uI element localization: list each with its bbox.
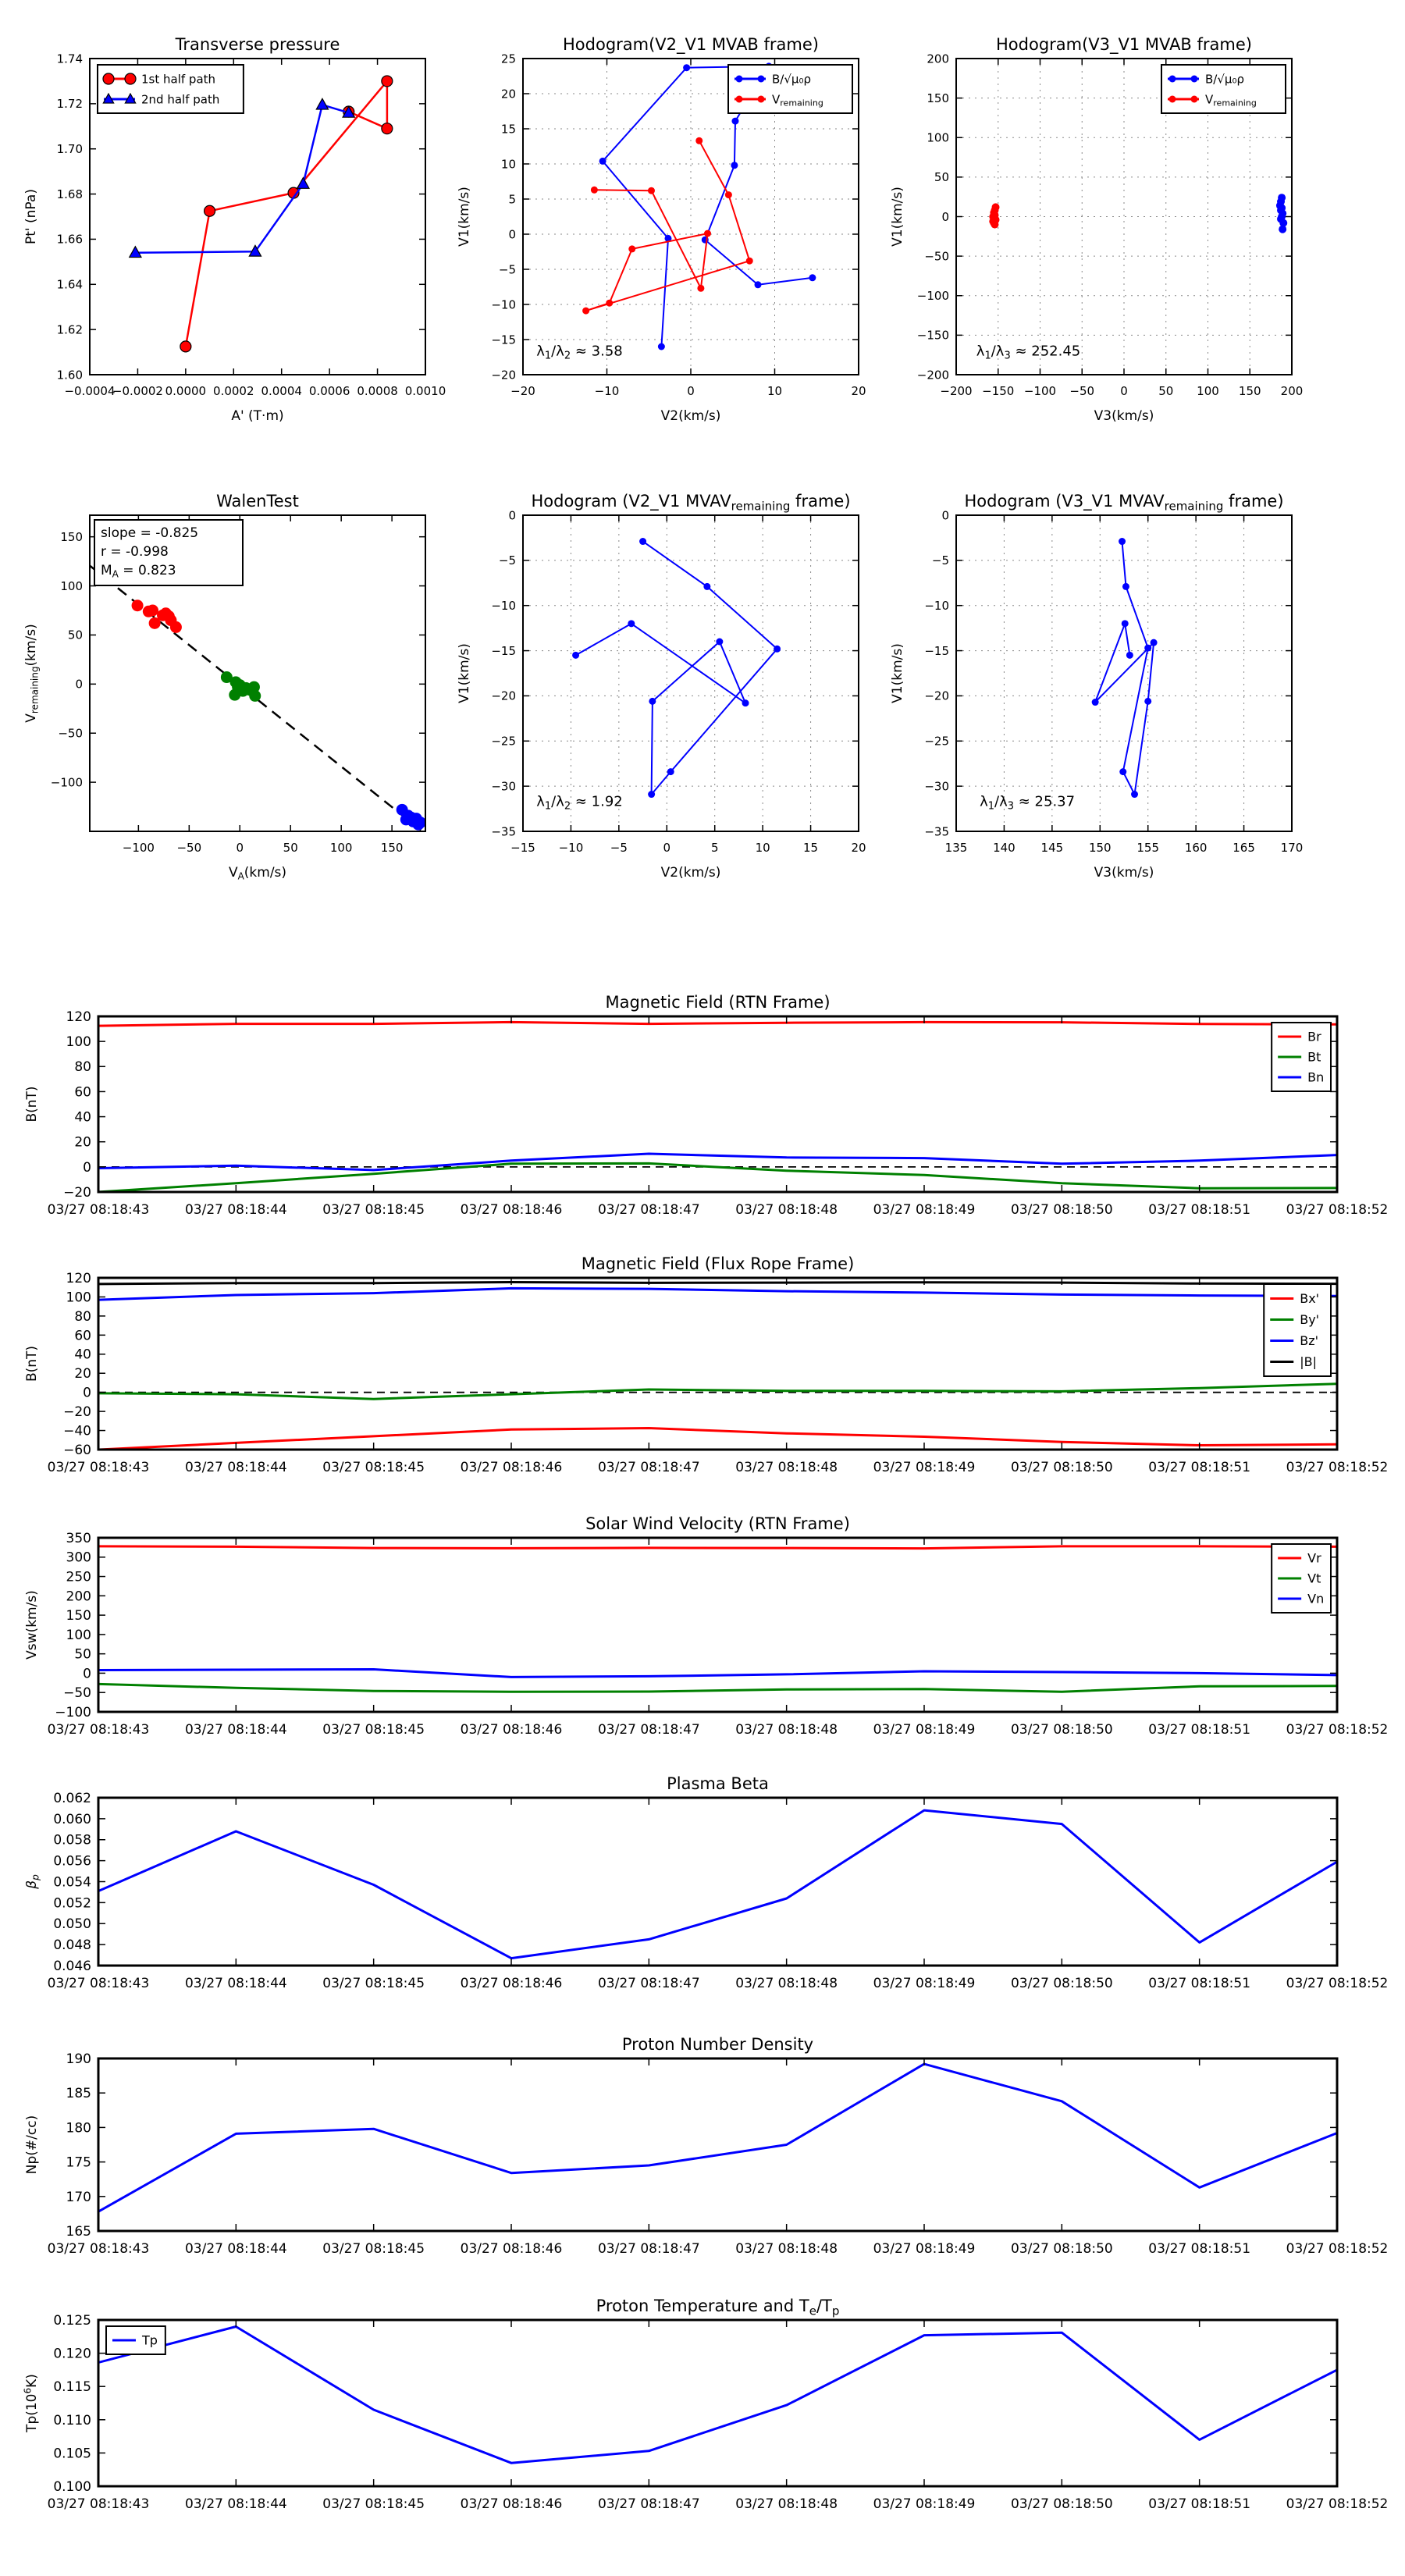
y-tick-label: −20 [491,688,516,703]
y-axis-label: B(nT) [24,1345,40,1382]
y-tick-label: 1.72 [56,97,83,112]
x-tick-label: 03/27 08:18:44 [184,1976,287,1991]
x-tick-label: 0 [1120,384,1128,398]
x-tick-label: 03/27 08:18:45 [322,1722,425,1738]
x-tick-label: 03/27 08:18:43 [47,1202,150,1218]
y-axis-label: $V_{remaining}(km/s)$ [23,624,41,723]
legend-label: Bt [1307,1049,1321,1065]
x-tick-label: 03/27 08:18:47 [597,1202,700,1218]
y-tick-label: −50 [924,249,949,264]
x-tick-label: 145 [1040,841,1064,855]
y-tick-label: −30 [491,779,516,794]
y-tick-label: 5 [508,192,516,207]
x-tick-label: 0.0006 [308,384,350,398]
y-tick-label: 0 [508,508,516,523]
x-tick-label: 0 [687,384,695,398]
y-tick-label: 0.110 [53,2412,91,2428]
x-tick-label: 03/27 08:18:47 [597,1976,700,1991]
x-tick-label: 03/27 08:18:50 [1010,2496,1113,2512]
y-tick-label: 20 [500,87,516,101]
x-tick-label: 03/27 08:18:43 [47,1976,150,1991]
y-tick-label: 0.105 [53,2446,91,2462]
legend-label: |B| [1300,1354,1318,1370]
y-tick-label: 180 [66,2120,91,2137]
legend-label: 1st half path [141,72,216,87]
x-tick-label: 20 [851,841,866,855]
y-tick-label: 0 [83,1666,91,1682]
panel-title: Hodogram (V3_V1 $MVAV_{remaining}$ frame) [964,492,1284,514]
y-tick-label: 150 [927,91,949,105]
x-tick-label: −50 [176,841,202,855]
x-axis-label: A' (T·m) [231,408,284,424]
y-tick-label: −150 [916,328,949,343]
x-tick-label: −10 [594,384,620,398]
y-tick-label: 0 [83,1159,91,1176]
y-tick-label: 1.60 [56,368,83,382]
y-axis-label: V1(km/s) [457,187,472,247]
panel-title: WalenTest [216,492,299,511]
legend-label: By' [1300,1312,1320,1328]
x-tick-label: 03/27 08:18:48 [735,1722,838,1738]
y-tick-label: 80 [74,1308,91,1325]
x-tick-label: 135 [944,841,968,855]
y-tick-label: 350 [66,1530,91,1546]
legend-label: Bz' [1300,1333,1319,1349]
panel-title: Proton Number Density [621,2035,814,2054]
y-tick-label: 1.66 [56,232,83,247]
x-tick-label: 03/27 08:18:48 [735,1976,838,1991]
x-tick-label: 03/27 08:18:49 [873,1460,976,1475]
y-tick-label: 80 [74,1059,91,1076]
y-tick-label: 0.050 [53,1916,91,1933]
x-tick-label: 03/27 08:18:43 [47,1722,150,1738]
x-tick-label: 160 [1184,841,1208,855]
x-tick-label: 200 [1280,384,1304,398]
x-tick-label: 03/27 08:18:49 [873,1722,976,1738]
y-tick-label: 1.74 [56,52,83,66]
x-tick-label: 03/27 08:18:52 [1286,1722,1389,1738]
y-tick-label: −100 [916,289,949,303]
x-tick-label: 03/27 08:18:44 [184,1460,287,1475]
y-tick-label: 1.68 [56,187,83,201]
legend-label: Vt [1307,1571,1321,1586]
y-tick-label: 120 [66,1270,91,1286]
x-tick-label: 150 [380,841,404,855]
x-tick-label: 03/27 08:18:51 [1148,1722,1251,1738]
y-tick-label: 0 [941,209,949,224]
x-tick-label: 03/27 08:18:51 [1148,1202,1251,1218]
y-tick-label: 100 [66,1290,91,1306]
x-tick-label: 03/27 08:18:46 [460,1976,563,1991]
lambda-annotation: $\lambda_1/\lambda_3 \approx 25.37$ [980,793,1076,813]
x-tick-label: −20 [510,384,535,398]
x-tick-label: 03/27 08:18:52 [1286,2496,1389,2512]
y-tick-label: 250 [66,1569,91,1585]
x-tick-label: 03/27 08:18:50 [1010,1460,1113,1475]
y-tick-label: 0.125 [53,2312,91,2329]
stats-line: r = -0.998 [101,544,169,560]
x-tick-label: 03/27 08:18:49 [873,2496,976,2512]
y-tick-label: −10 [491,297,516,312]
lambda-annotation: $\lambda_1/\lambda_2 \approx 1.92$ [536,793,623,813]
y-tick-label: 0 [508,227,516,242]
y-tick-label: 40 [74,1347,91,1363]
y-tick-label: −100 [50,775,83,790]
y-tick-label: 1.70 [56,141,83,156]
y-tick-label: −15 [924,643,949,658]
y-tick-label: 1.62 [56,322,83,337]
y-tick-label: 50 [67,628,83,642]
y-tick-label: −20 [924,688,949,703]
y-axis-label: $Tp(10^6K)$ [22,2374,40,2432]
x-tick-label: 0.0004 [261,384,302,398]
y-axis-label: V1(km/s) [457,643,472,703]
legend [106,2326,165,2354]
x-tick-label: 03/27 08:18:51 [1148,2241,1251,2257]
legend-label: B/√μ₀ρ [1205,72,1244,87]
y-tick-label: 200 [66,1589,91,1605]
x-tick-label: 03/27 08:18:47 [597,2241,700,2257]
x-tick-label: 03/27 08:18:44 [184,1722,287,1738]
y-tick-label: 0.062 [53,1790,91,1806]
x-tick-label: 20 [851,384,866,398]
legend-label: Tp [142,2332,158,2348]
legend-label: Br [1307,1029,1321,1044]
x-tick-label: −200 [940,384,973,398]
x-tick-label: 50 [1158,384,1174,398]
y-tick-label: −25 [924,734,949,749]
y-tick-label: −5 [498,553,516,568]
x-axis [48,2320,1389,2512]
x-tick-label: 03/27 08:18:45 [322,2496,425,2512]
x-tick-label: 03/27 08:18:48 [735,2241,838,2257]
legend-label: Vn [1307,1591,1325,1606]
y-tick-label: 50 [74,1646,91,1663]
y-tick-label: 60 [74,1328,91,1344]
x-tick-label: 03/27 08:18:46 [460,2496,563,2512]
stats-line: slope = -0.825 [101,525,199,541]
x-tick-label: 50 [283,841,298,855]
x-tick-label: 03/27 08:18:47 [597,2496,700,2512]
y-axis-label: Np(#/cc) [24,2115,40,2175]
panel-title: Magnetic Field (RTN Frame) [605,993,831,1012]
x-tick-label: 0.0010 [404,384,446,398]
x-tick-label: 03/27 08:18:48 [735,1460,838,1475]
legend-label: $V_{remaining}$ [772,92,823,109]
x-tick-label: 03/27 08:18:49 [873,2241,976,2257]
x-tick-label: 03/27 08:18:52 [1286,1460,1389,1475]
x-tick-label: 03/27 08:18:44 [184,2241,287,2257]
y-tick-label: 150 [60,529,83,544]
y-tick-label: −10 [491,598,516,613]
lambda-annotation: $\lambda_1/\lambda_3 \approx 252.45$ [976,343,1081,362]
y-axis-label: V1(km/s) [890,187,905,247]
x-tick-label: 150 [1088,841,1112,855]
x-axis-label: V3(km/s) [1094,408,1154,424]
panel-title: Proton Temperature and $T_e/T_p$ [596,2297,840,2318]
y-tick-label: 0 [83,1385,91,1401]
legend-label: Vr [1307,1550,1321,1566]
x-axis-label: V3(km/s) [1094,865,1154,881]
x-tick-label: 03/27 08:18:50 [1010,1722,1113,1738]
y-tick-label: −15 [491,643,516,658]
y-tick-label: 1.64 [56,277,83,292]
y-tick-label: −40 [63,1423,91,1439]
y-tick-label: −50 [63,1685,91,1702]
x-tick-label: 03/27 08:18:46 [460,1722,563,1738]
x-tick-label: 150 [1238,384,1261,398]
y-tick-label: 0.058 [53,1832,91,1848]
x-tick-label: −100 [122,841,155,855]
y-tick-label: 170 [66,2189,91,2205]
y-tick-label: 0.052 [53,1895,91,1912]
x-tick-label: 03/27 08:18:45 [322,1202,425,1218]
y-tick-label: 0.120 [53,2346,91,2362]
x-tick-label: 0 [663,841,671,855]
x-tick-label: 5 [710,841,719,855]
y-tick-label: 0.056 [53,1853,91,1870]
x-tick-label: 03/27 08:18:50 [1010,1202,1113,1218]
x-tick-label: 03/27 08:18:46 [460,2241,563,2257]
y-tick-label: 120 [66,1009,91,1025]
y-tick-label: 0 [941,508,949,523]
y-tick-label: −60 [63,1442,91,1458]
x-tick-label: 03/27 08:18:51 [1148,2496,1251,2512]
y-tick-label: 10 [500,157,516,172]
legend-label: Bx' [1300,1291,1320,1307]
y-tick-label: 165 [66,2223,91,2240]
x-tick-label: 10 [767,384,783,398]
x-tick-label: 03/27 08:18:45 [322,1460,425,1475]
y-tick-label: 300 [66,1550,91,1566]
y-tick-label: −50 [58,726,83,741]
y-tick-label: 0.046 [53,1958,91,1974]
y-tick-label: 185 [66,2086,91,2102]
x-tick-label: 03/27 08:18:44 [184,2496,287,2512]
x-tick-label: 03/27 08:18:50 [1010,2241,1113,2257]
x-axis-label: $V_A(km/s)$ [228,865,287,882]
x-tick-label: 03/27 08:18:46 [460,1202,563,1218]
panel-title: Hodogram(V3_V1 MVAB frame) [996,35,1252,54]
x-tick-label: 0 [236,841,244,855]
x-tick-label: −0.0004 [64,384,116,398]
y-tick-label: −10 [924,598,949,613]
y-tick-label: −5 [498,262,516,277]
y-tick-label: 100 [66,1627,91,1643]
panel-title: Solar Wind Velocity (RTN Frame) [585,1514,850,1533]
x-tick-label: 03/27 08:18:52 [1286,2241,1389,2257]
x-tick-label: −150 [982,384,1015,398]
x-tick-label: 03/27 08:18:45 [322,2241,425,2257]
y-tick-label: 150 [66,1608,91,1624]
y-axis-label: Vsw(km/s) [24,1590,40,1660]
x-tick-label: 03/27 08:18:51 [1148,1976,1251,1991]
y-tick-label: −20 [63,1404,91,1421]
y-tick-label: 100 [60,578,83,593]
x-tick-label: 03/27 08:18:43 [47,2241,150,2257]
x-tick-label: 03/27 08:18:43 [47,2496,150,2512]
legend-label: B/√μ₀ρ [772,72,811,87]
y-axis [53,2313,1337,2495]
y-tick-label: 0.115 [53,2379,91,2396]
x-tick-label: 03/27 08:18:43 [47,1460,150,1475]
x-tick-label: −5 [610,841,628,855]
x-tick-label: 03/27 08:18:48 [735,1202,838,1218]
x-tick-label: 170 [1280,841,1304,855]
x-tick-label: 03/27 08:18:46 [460,1460,563,1475]
x-tick-label: 03/27 08:18:50 [1010,1976,1113,1991]
y-tick-label: −200 [916,368,949,382]
x-tick-label: −0.0002 [112,384,163,398]
y-tick-label: 60 [74,1084,91,1101]
y-tick-label: −100 [55,1704,91,1720]
y-tick-label: 0.054 [53,1874,91,1891]
y-tick-label: 100 [927,130,949,145]
y-tick-label: 200 [927,52,949,66]
x-tick-label: 100 [1197,384,1219,398]
y-tick-label: −20 [491,368,516,382]
y-tick-label: −20 [63,1184,91,1201]
y-axis-label: Pt' (nPa) [23,189,39,244]
x-tick-label: 03/27 08:18:49 [873,1976,976,1991]
panel-title: Plasma Beta [667,1774,769,1793]
y-tick-label: 100 [66,1034,91,1051]
y-tick-label: −35 [924,824,949,839]
x-tick-label: 03/27 08:18:47 [597,1722,700,1738]
y-tick-label: 0 [75,677,83,692]
x-tick-label: 03/27 08:18:45 [322,1976,425,1991]
panel-title: Hodogram(V2_V1 MVAB frame) [563,35,819,54]
y-tick-label: −15 [491,333,516,347]
x-tick-label: 03/27 08:18:44 [184,1202,287,1218]
panel-title: Magnetic Field (Flux Rope Frame) [581,1254,855,1273]
panel-title: Hodogram (V2_V1 $MVAV_{remaining}$ frame) [531,492,851,514]
x-tick-label: 0.0002 [213,384,254,398]
series-tp [98,2327,1337,2464]
y-tick-label: −30 [924,779,949,794]
y-tick-label: 0.048 [53,1937,91,1954]
y-tick-label: 20 [74,1366,91,1382]
x-tick-label: 03/27 08:18:47 [597,1460,700,1475]
x-tick-label: 155 [1136,841,1160,855]
x-axis-label: V2(km/s) [660,408,721,424]
panel-title: Transverse pressure [175,35,340,54]
y-axis-label: B(nT) [24,1086,40,1123]
y-tick-label: 25 [500,52,516,66]
lambda-annotation: $\lambda_1/\lambda_2 \approx 3.58$ [536,343,623,362]
y-axis-label: V1(km/s) [890,643,905,703]
y-tick-label: 175 [66,2154,91,2171]
y-tick-label: 190 [66,2051,91,2067]
x-tick-label: 03/27 08:18:48 [735,2496,838,2512]
x-tick-label: −100 [1023,384,1057,398]
y-tick-label: −25 [491,734,516,749]
x-axis-label: V2(km/s) [660,865,721,881]
x-tick-label: −10 [558,841,584,855]
x-tick-label: 03/27 08:18:52 [1286,1976,1389,1991]
y-tick-label: −35 [491,824,516,839]
legend-label: Bn [1307,1069,1325,1085]
x-tick-label: 15 [803,841,819,855]
x-tick-label: 03/27 08:18:52 [1286,1202,1389,1218]
x-tick-label: −15 [510,841,535,855]
legend-label: $V_{remaining}$ [1205,92,1257,109]
x-tick-label: 100 [329,841,353,855]
y-tick-label: 0.100 [53,2478,91,2495]
y-tick-label: 15 [500,122,516,137]
legend-label: 2nd half path [141,92,220,107]
y-tick-label: 50 [934,170,949,185]
stats-line: $M_A = 0.823$ [101,563,176,580]
x-tick-label: 165 [1232,841,1255,855]
y-tick-label: 0.060 [53,1811,91,1827]
x-tick-label: 03/27 08:18:49 [873,1202,976,1218]
x-tick-label: 0.0008 [357,384,398,398]
y-tick-label: 40 [74,1109,91,1126]
x-tick-label: 0.0000 [165,384,207,398]
y-axis-label: $\beta_p$ [24,1874,41,1889]
x-tick-label: 140 [993,841,1016,855]
x-tick-label: 10 [755,841,770,855]
y-tick-label: 20 [74,1134,91,1151]
x-tick-label: −50 [1069,384,1095,398]
x-tick-label: 03/27 08:18:51 [1148,1460,1251,1475]
y-tick-label: −5 [931,553,949,568]
